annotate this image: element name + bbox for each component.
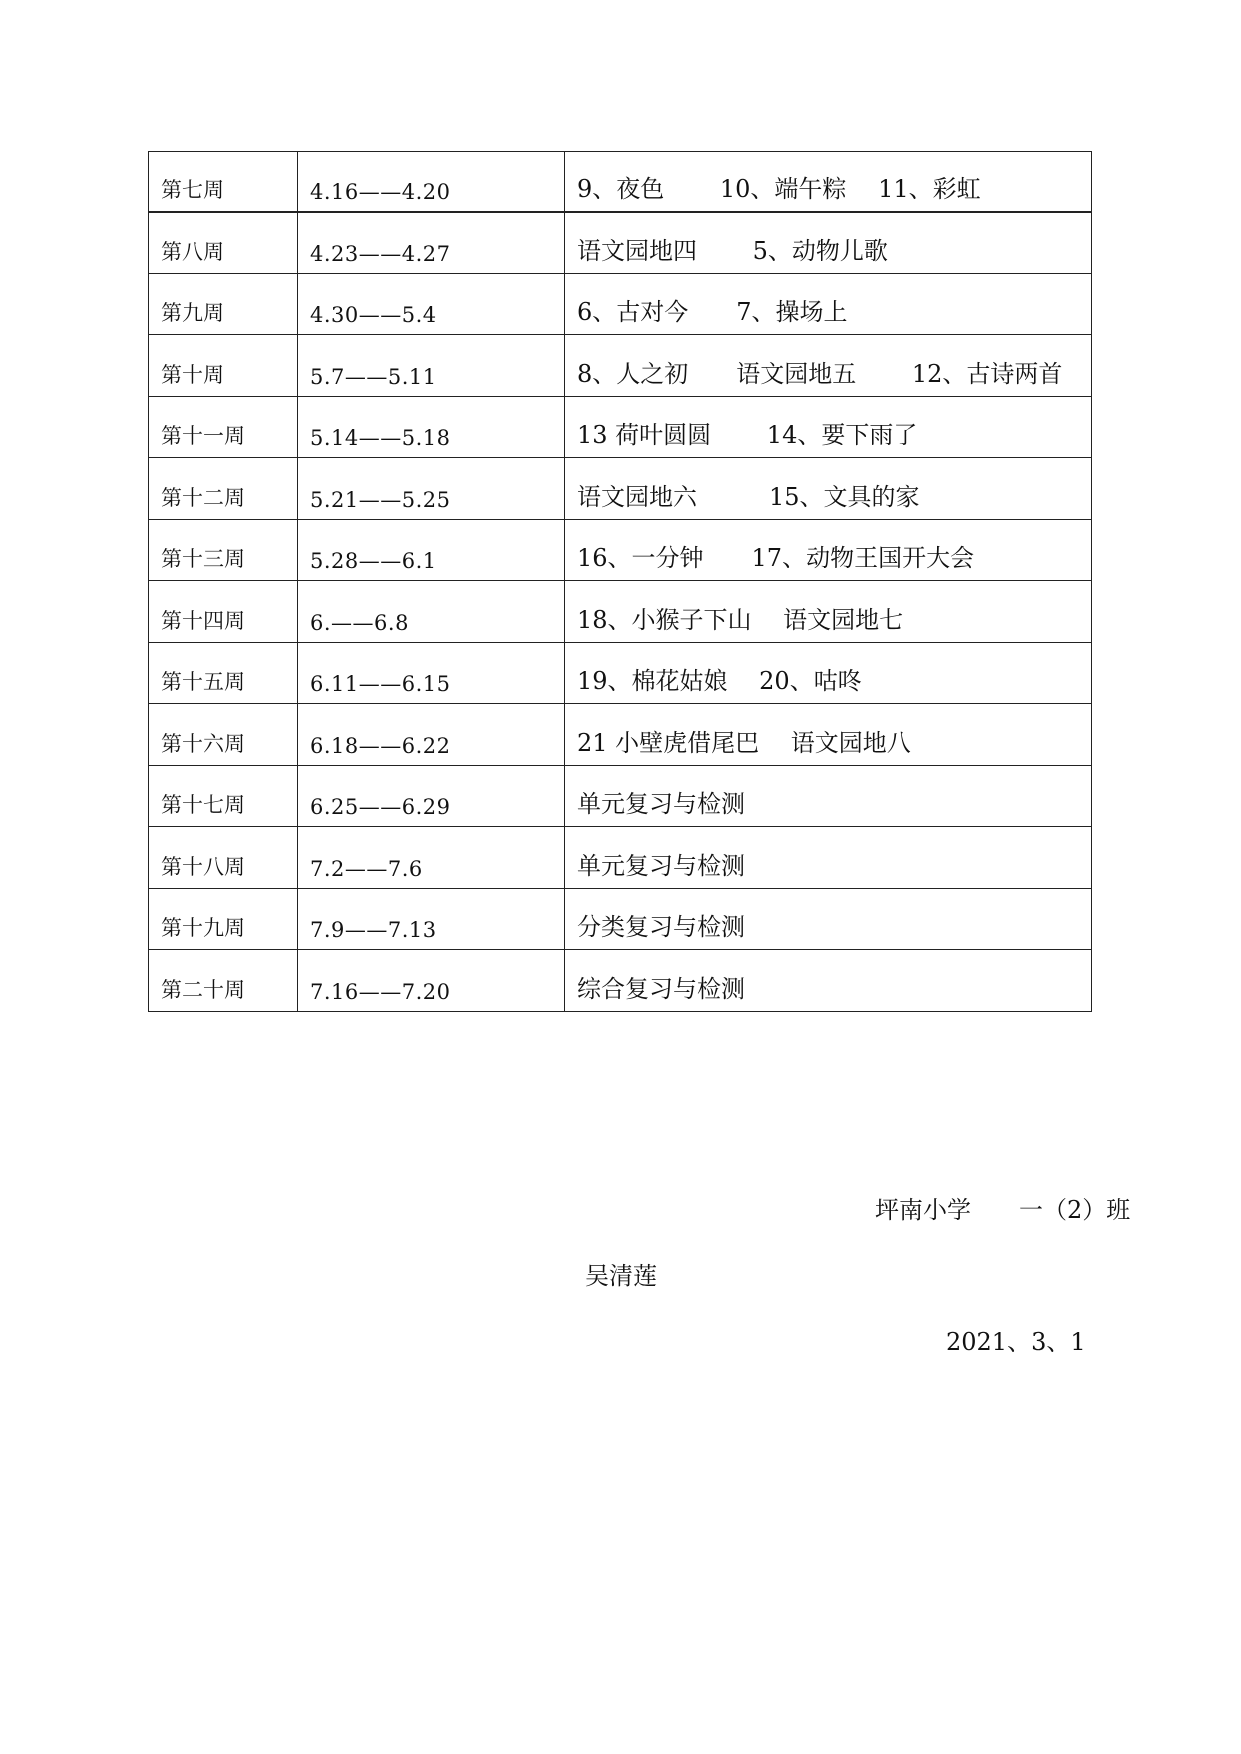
lesson-content-cell: 21 小壁虎借尾巴 语文园地八 <box>565 704 1092 766</box>
schedule-table <box>148 151 1092 1012</box>
table-row <box>149 212 1092 274</box>
lesson-content-cell: 8、人之初 语文园地五 12、古诗两首 <box>565 335 1092 397</box>
week-cell: 第十六周 <box>149 704 298 766</box>
week-cell: 第十九周 <box>149 888 298 950</box>
lesson-content-cell: 6、古对今 7、操场上 <box>565 273 1092 335</box>
date-range-cell: 5.7——5.11 <box>298 335 565 397</box>
lesson-content-cell: 19、棉花姑娘 20、咕咚 <box>565 642 1092 704</box>
table-row <box>149 765 1092 827</box>
date-range-cell: 6.18——6.22 <box>298 704 565 766</box>
date-range-cell: 5.14——5.18 <box>298 396 565 458</box>
date-range-cell: 4.16——4.20 <box>298 152 565 212</box>
week-cell: 第二十周 <box>149 950 298 1012</box>
date-range-cell: 7.9——7.13 <box>298 888 565 950</box>
week-cell: 第十一周 <box>149 396 298 458</box>
lesson-content-cell: 13 荷叶圆圆 14、要下雨了 <box>565 396 1092 458</box>
table-row <box>149 273 1092 335</box>
week-cell: 第十二周 <box>149 458 298 520</box>
date-range-cell: 6.11——6.15 <box>298 642 565 704</box>
teacher-name: 吴清莲 <box>585 1262 657 1290</box>
lesson-content-cell: 单元复习与检测 <box>565 765 1092 827</box>
date-range-cell: 4.23——4.27 <box>298 212 565 274</box>
lesson-content-cell: 单元复习与检测 <box>565 827 1092 889</box>
table-row <box>149 704 1092 766</box>
table-row <box>149 335 1092 397</box>
week-cell: 第十三周 <box>149 519 298 581</box>
date-range-cell: 5.21——5.25 <box>298 458 565 520</box>
table-row <box>149 458 1092 520</box>
lesson-content-cell: 语文园地六 15、文具的家 <box>565 458 1092 520</box>
school-class-label: 坪南小学 一（2）班 <box>875 1196 1131 1224</box>
week-cell: 第九周 <box>149 273 298 335</box>
date-range-cell: 4.30——5.4 <box>298 273 565 335</box>
table-row <box>149 581 1092 643</box>
document-date: 2021、3、1 <box>946 1328 1086 1356</box>
schedule-body <box>149 152 1092 1012</box>
date-range-cell: 7.16——7.20 <box>298 950 565 1012</box>
lesson-content-cell: 16、一分钟 17、动物王国开大会 <box>565 519 1092 581</box>
table-row <box>149 950 1092 1012</box>
date-range-cell: 6.25——6.29 <box>298 765 565 827</box>
table-row <box>149 827 1092 889</box>
week-cell: 第八周 <box>149 212 298 274</box>
lesson-content-cell: 9、夜色 10、端午粽 11、彩虹 <box>565 152 1092 212</box>
table-row <box>149 152 1092 212</box>
table-row <box>149 642 1092 704</box>
week-cell: 第十七周 <box>149 765 298 827</box>
date-range-cell: 6.——6.8 <box>298 581 565 643</box>
date-range-cell: 7.2——7.6 <box>298 827 565 889</box>
date-range-cell: 5.28——6.1 <box>298 519 565 581</box>
week-cell: 第十四周 <box>149 581 298 643</box>
week-cell: 第十五周 <box>149 642 298 704</box>
week-cell: 第十周 <box>149 335 298 397</box>
table-row <box>149 396 1092 458</box>
week-cell: 第十八周 <box>149 827 298 889</box>
lesson-content-cell: 语文园地四 5、动物儿歌 <box>565 212 1092 274</box>
lesson-content-cell: 综合复习与检测 <box>565 950 1092 1012</box>
week-cell: 第七周 <box>149 152 298 212</box>
lesson-content-cell: 18、小猴子下山 语文园地七 <box>565 581 1092 643</box>
lesson-content-cell: 分类复习与检测 <box>565 888 1092 950</box>
table-row <box>149 519 1092 581</box>
table-row <box>149 888 1092 950</box>
